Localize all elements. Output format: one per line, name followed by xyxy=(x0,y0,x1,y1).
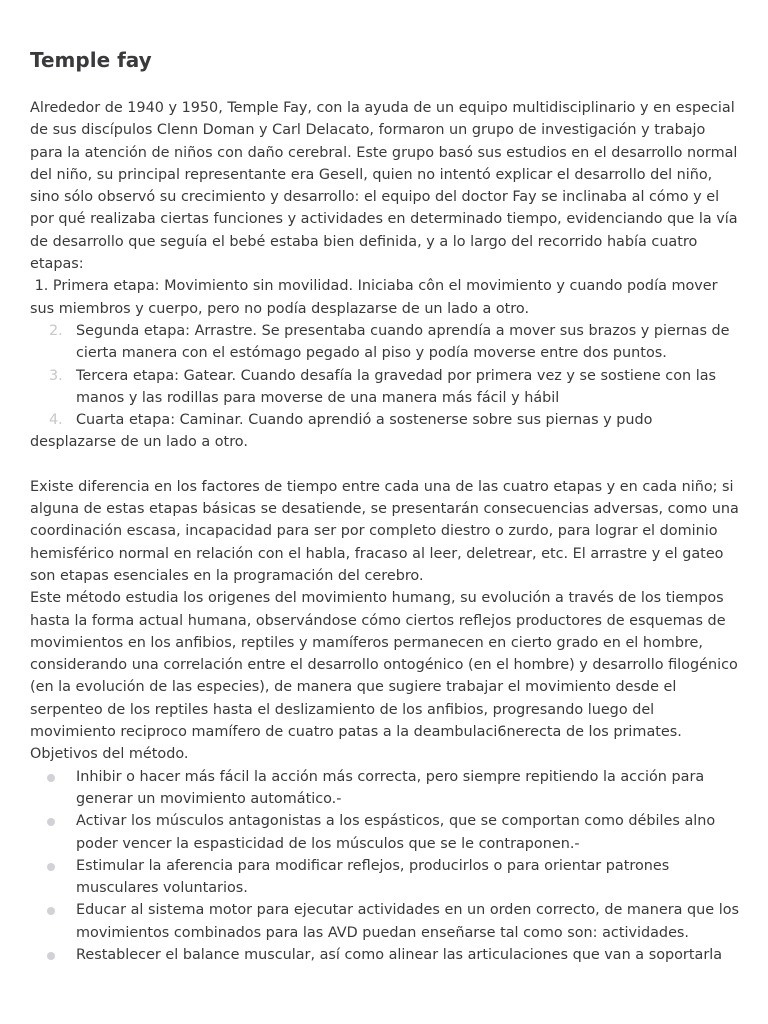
bullet-icon xyxy=(47,818,55,826)
objective-item-5 xyxy=(30,944,740,966)
objective-item-3 xyxy=(30,855,740,900)
objective-text: Restablecer el balance muscular, así como alinear las articulaciones que van a soportarla xyxy=(76,946,723,963)
document xyxy=(30,45,740,966)
stage-text: Tercera etapa: Gatear. Cuando desafía la gravedad por primera vez y se sostiene con las manos y las rodillas para moverse de una manera más fácil y hábil xyxy=(76,367,717,406)
objective-text: Inhibir o hacer más fácil la acción más correcta, pero siempre repitiendo la acción para generar un movimiento automático.- xyxy=(76,768,705,807)
objective-text: Educar al sistema motor para ejecutar actividades en un orden correcto, de manera que los movimientos combinados para las AVD puedan enseñarse tal como son: actividades. xyxy=(76,902,739,941)
paragraph-spacer xyxy=(30,454,740,476)
objective-item-4 xyxy=(30,899,740,944)
stage-number: 1. xyxy=(34,278,49,295)
objective-text: Estimular la aferencia para modificar reflejos, producirlos o para orientar patrones musculares voluntarios. xyxy=(76,857,670,897)
objective-item-1 xyxy=(30,766,740,811)
stage-item-3 xyxy=(30,365,740,410)
objective-item-2 xyxy=(30,810,740,855)
paragraph-3: Este método estudia los origenes del movimiento humang, su evolución a través de los tiempos hasta la forma actual humana, observándose cómo ciertos reflejos productores de esquemas de movimientos en los anfibios, reptiles y mamíferos permanecen en cierto grado en el hombre, considerando una correlación entre el desarrollo ontogénico (en el hombre) y desarrollo filogénico (en la evolución de las especies), de manera que sugiere trabajar el movimiento desde el serpenteo de los reptiles hasta el deslizamiento de los anfibios, progresando luego del movimiento reciproco mamífero de cuatro patas a la deambulaci6nerecta de los primates. xyxy=(30,590,738,741)
stage-item-1 xyxy=(30,275,740,320)
stage-number: 2. xyxy=(49,322,63,339)
bullet-icon xyxy=(47,774,55,782)
document-title: Temple fay xyxy=(30,48,152,72)
bullet-icon xyxy=(47,952,55,960)
objectives-heading: Objetivos del método. xyxy=(30,746,189,763)
stage-number: 4. xyxy=(49,412,63,429)
bullet-icon xyxy=(47,907,55,915)
stage-text: Primera etapa: Movimiento sin movilidad. Iniciaba côn el movimiento y cuando podía mover sus miembros y cuerpo, pero no podía desplazarse de un lado a otro. xyxy=(30,278,718,317)
paragraph-2: Existe diferencia en los factores de tiempo entre cada una de las cuatro etapas y en cada niño; si alguna de estas etapas básicas se desatiende, se presentarán consecuencias adversas, como una coordinación escasa, incapacidad para ser por completo diestro o zurdo, para lograr el dominio hemisférico normal en relación con el habla, fracaso al leer, deletrear, etc. El arrastre y el gateo son etapas esenciales en la programación del cerebro. xyxy=(30,478,739,584)
bullet-icon xyxy=(47,863,55,871)
stage-item-4 xyxy=(30,409,740,454)
stage-text: Cuarta etapa: Caminar. Cuando aprendió a sostenerse sobre sus piernas y pudo desplazarse de un lado a otro. xyxy=(30,412,653,451)
stage-number: 3. xyxy=(49,367,63,384)
stage-text: Segunda etapa: Arrastre. Se presentaba cuando aprendía a mover sus brazos y piernas de cierta manera con el estómago pegado al piso y podía moverse entre dos puntos. xyxy=(76,322,730,362)
stage-item-2 xyxy=(30,320,740,365)
objective-text: Activar los músculos antagonistas a los espásticos, que se comportan como débiles alno poder vencer la espasticidad de los músculos que se le contraponen.- xyxy=(76,813,716,852)
intro-paragraph: Alrededor de 1940 y 1950, Temple Fay, con la ayuda de un equipo multidisciplinario y en especial de sus discípulos Clenn Doman y Carl Delacato, formaron un grupo de investigación y trabajo para la atención de niños con daño cerebral. Este grupo basó sus estudios en el desarrollo normal del niño, su principal representante era Gesell, quien no intentó explicar el desarrollo del niño, sino sólo observó su crecimiento y desarrollo: el equipo del doctor Fay se inclinaba al cómo y el por qué realizaba ciertas funciones y actividades en determinado tiempo, evidenciando que la vía de desarrollo que seguía el bebé estaba bien definida, y a lo largo del recorrido había cuatro etapas: xyxy=(30,100,738,273)
